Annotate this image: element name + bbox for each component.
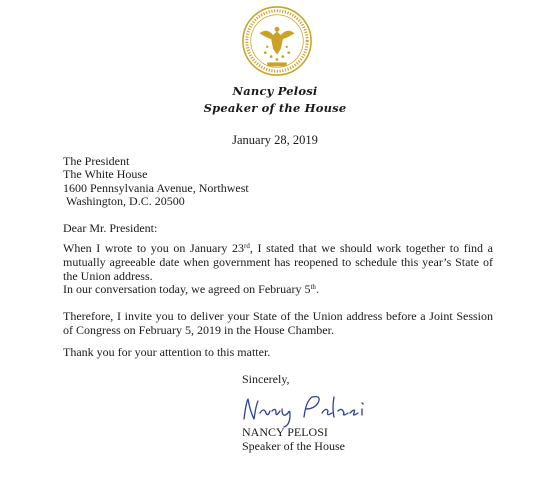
recipient-line-1: The President	[63, 154, 130, 168]
signer-title: Speaker of the House	[242, 439, 345, 453]
body-paragraph-1	[63, 241, 493, 283]
recipient-line-2: The White House	[63, 167, 148, 181]
body-p1-end: , I stated that we should work together to find a mutually agreeable date when government has reopened to schedule this year’s State of the Union address.	[63, 241, 493, 283]
body-p2-start: In our conversation today, we agreed on February 5	[63, 282, 311, 296]
letterhead-title: Speaker of the House	[203, 101, 347, 115]
salutation: Dear Mr. President:	[63, 221, 158, 235]
body-p1-ordinal: rd	[243, 242, 250, 250]
body-paragraph-2	[63, 282, 493, 296]
body-p2-ordinal: th	[310, 283, 316, 291]
letterhead-name: Nancy Pelosi	[232, 84, 318, 98]
recipient-line-3: 1600 Pennsylvania Avenue, Northwest	[63, 181, 249, 195]
signature-icon	[238, 389, 388, 429]
signer-name: NANCY PELOSI	[242, 425, 328, 439]
house-seal-icon	[238, 4, 316, 78]
body-paragraph-3: Therefore, I invite you to deliver your State of the Union address before a Joint Session of Congress on February 5, 2019 in the House Chamber.	[63, 309, 493, 337]
letter-date: January 28, 2019	[232, 133, 318, 147]
recipient-line-4: Washington, D.C. 20500	[66, 194, 185, 208]
body-p2-end: .	[315, 282, 319, 296]
body-p1-start: When I wrote to you on January 23	[63, 241, 244, 255]
closing: Sincerely,	[242, 372, 290, 386]
body-paragraph-4: Thank you for your attention to this matter.	[63, 345, 271, 359]
